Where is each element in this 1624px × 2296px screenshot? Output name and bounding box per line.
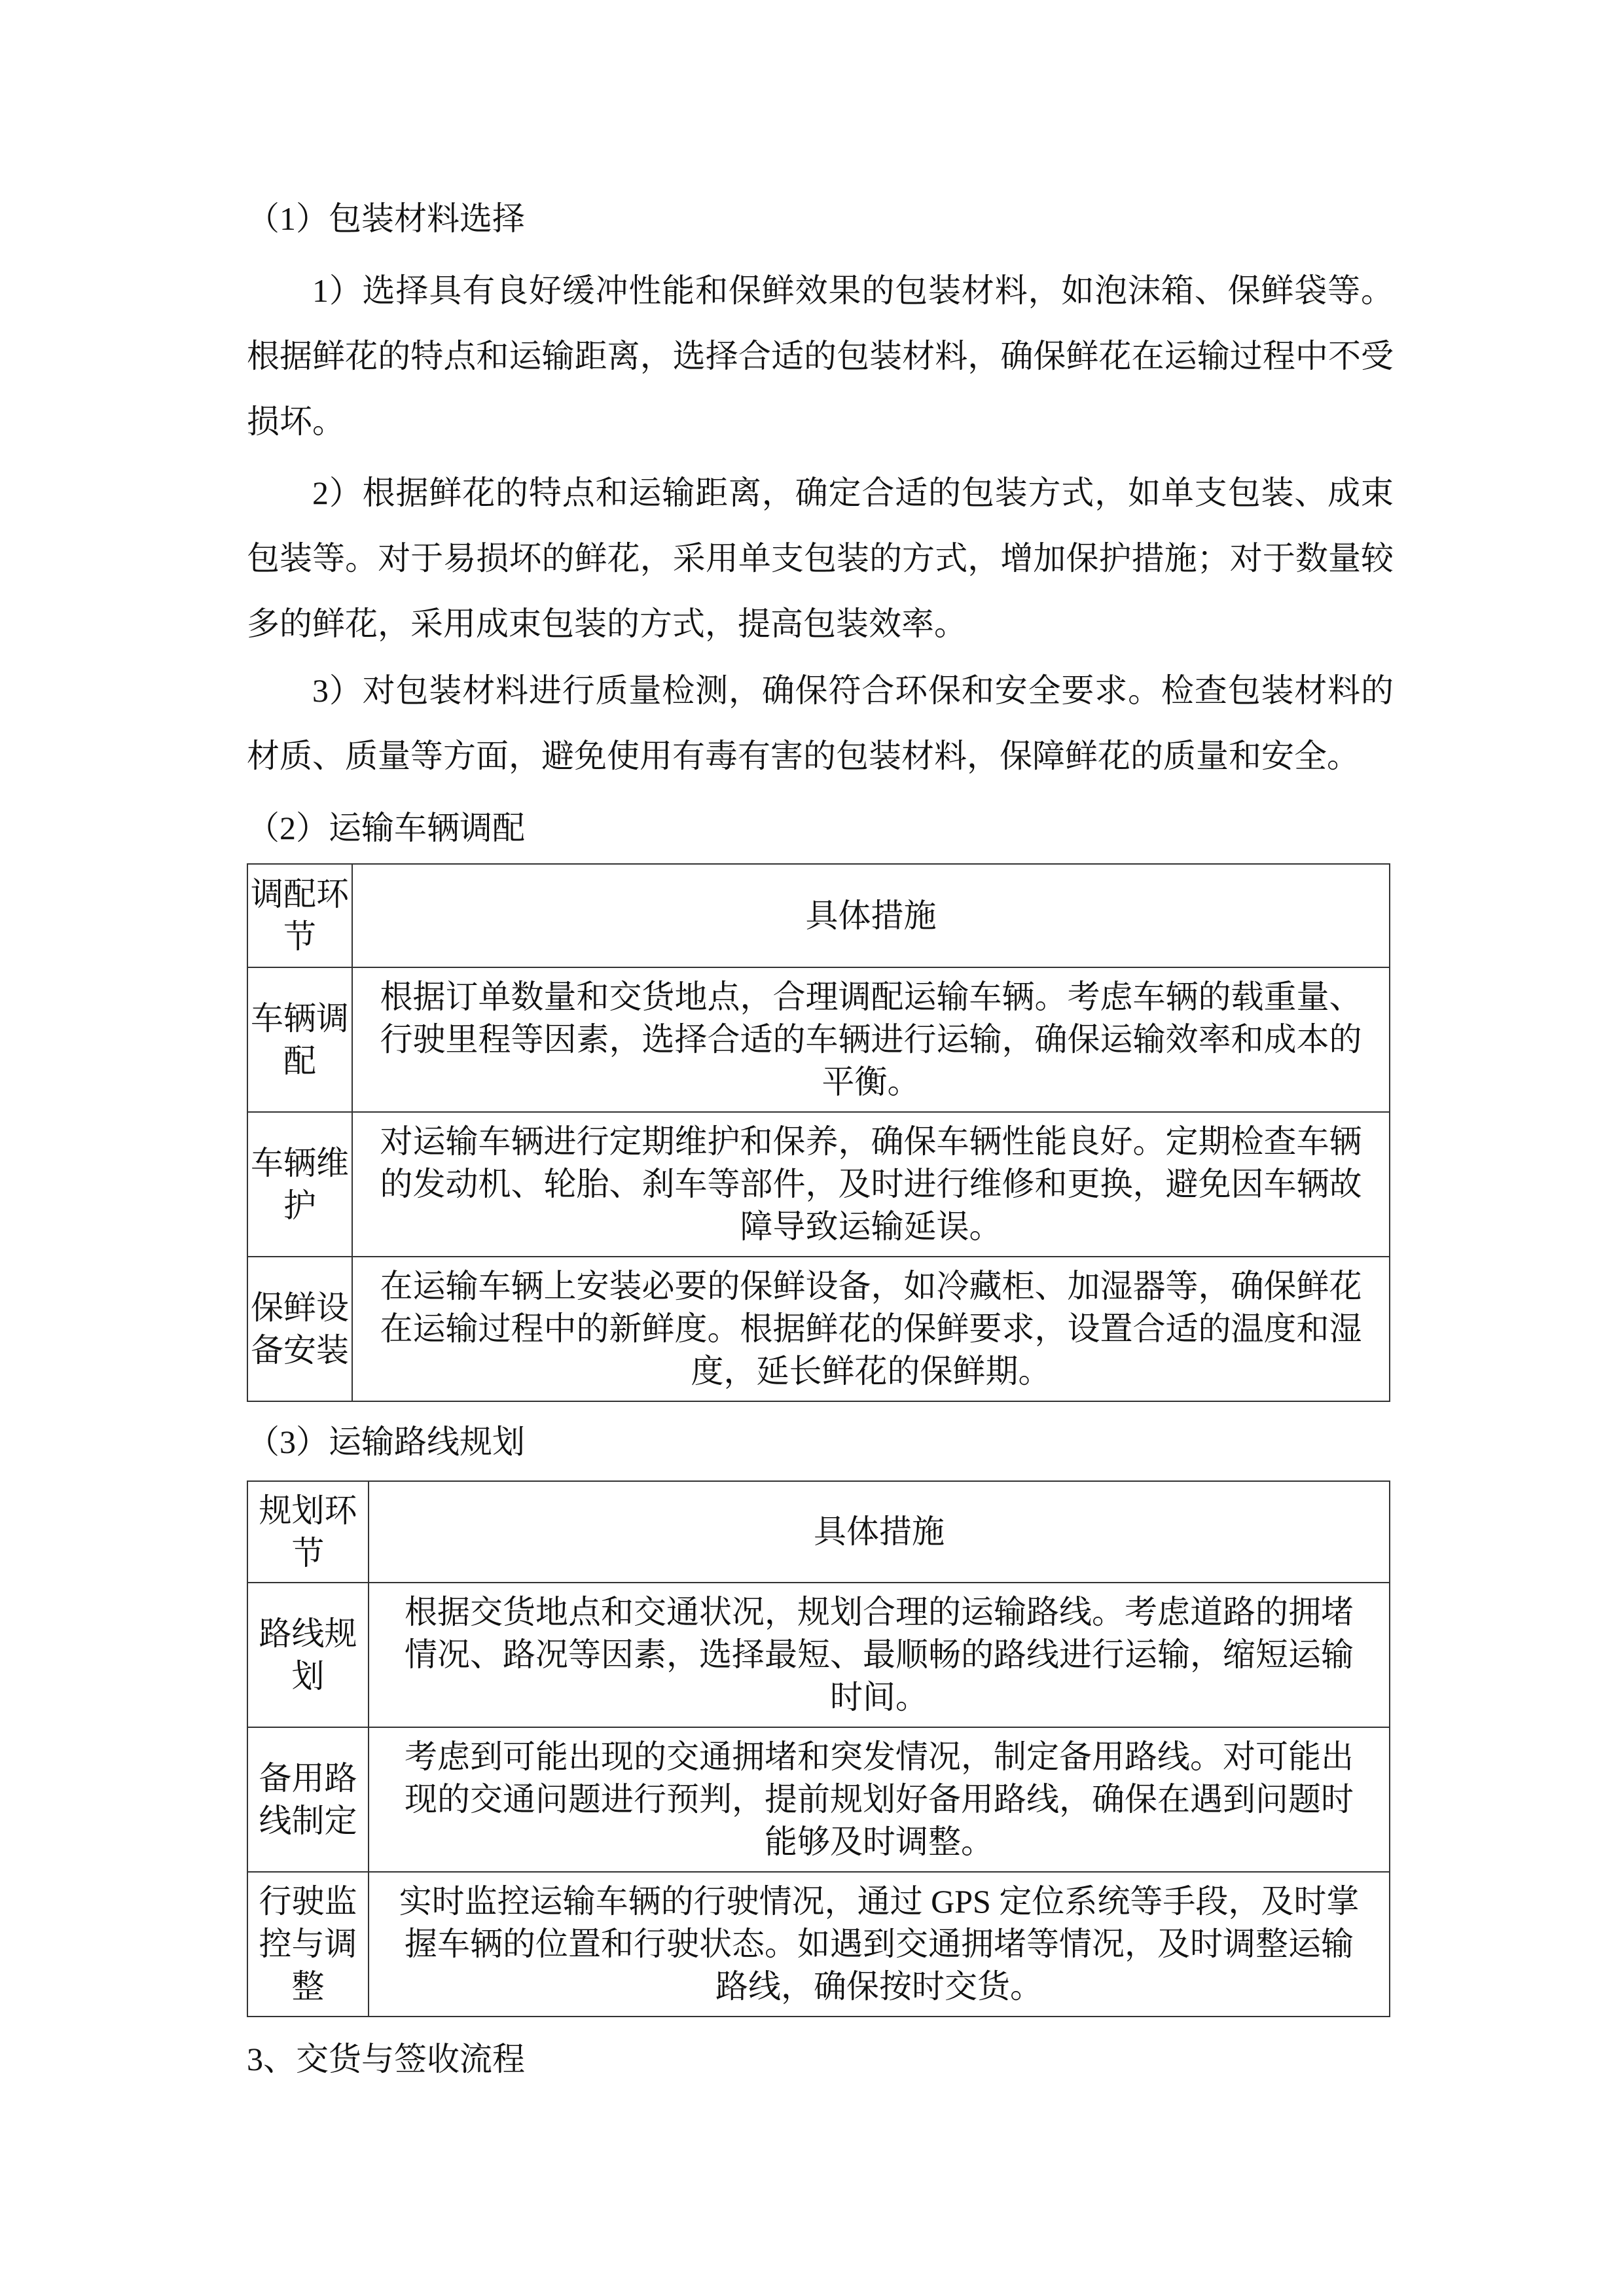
header-cell: 规划环节 bbox=[247, 1481, 369, 1583]
row-content: 考虑到可能出现的交通拥堵和突发情况，制定备用路线。对可能出现的交通问题进行预判，提前规划好备用路线，确保在遇到问题时能够及时调整。 bbox=[369, 1727, 1390, 1872]
header-cell: 调配环节 bbox=[247, 864, 352, 967]
row-label: 保鲜设备安装 bbox=[247, 1257, 352, 1401]
table-header-row bbox=[247, 864, 1390, 967]
header-cell: 具体措施 bbox=[369, 1481, 1390, 1583]
row-content: 对运输车辆进行定期维护和保养，确保车辆性能良好。定期检查车辆的发动机、轮胎、刹车等部件，及时进行维修和更换，避免因车辆故障导致运输延误。 bbox=[352, 1112, 1390, 1257]
row-label: 路线规划 bbox=[247, 1583, 369, 1727]
route-planning-table bbox=[247, 1480, 1390, 2017]
row-label: 车辆维护 bbox=[247, 1112, 352, 1257]
table-row bbox=[247, 1872, 1390, 2017]
row-label: 备用路线制定 bbox=[247, 1727, 369, 1872]
row-content: 根据订单数量和交货地点，合理调配运输车辆。考虑车辆的载重量、行驶里程等因素，选择合适的车辆进行运输，确保运输效率和成本的平衡。 bbox=[352, 967, 1390, 1112]
table-row bbox=[247, 1727, 1390, 1872]
section-heading-vehicles: （2）运输车辆调配 bbox=[247, 810, 525, 846]
paragraph-2: 2）根据鲜花的特点和运输距离，确定合适的包装方式，如单支包装、成束包装等。对于易损坏的鲜花，采用单支包装的方式，增加保护措施；对于数量较多的鲜花，采用成束包装的方式，提高包装效率。 bbox=[247, 475, 1394, 642]
row-content: 实时监控运输车辆的行驶情况，通过 GPS 定位系统等手段，及时掌握车辆的位置和行驶状态。如遇到交通拥堵等情况，及时调整运输路线，确保按时交货。 bbox=[369, 1872, 1390, 2017]
table-header-row bbox=[247, 1481, 1390, 1583]
vehicle-dispatch-table bbox=[247, 863, 1390, 1402]
table-row bbox=[247, 1257, 1390, 1401]
row-label: 行驶监控与调整 bbox=[247, 1872, 369, 2017]
paragraph-3: 3）对包装材料进行质量检测，确保符合环保和安全要求。检查包装材料的材质、质量等方面，避免使用有毒有害的包装材料，保障鲜花的质量和安全。 bbox=[247, 672, 1394, 774]
paragraph-1: 1）选择具有良好缓冲性能和保鲜效果的包装材料，如泡沫箱、保鲜袋等。根据鲜花的特点和运输距离，选择合适的包装材料，确保鲜花在运输过程中不受损坏。 bbox=[247, 272, 1394, 440]
section-heading-routes: （3）运输路线规划 bbox=[247, 1424, 525, 1460]
section-heading-delivery: 3、交货与签收流程 bbox=[247, 2041, 525, 2077]
row-content: 在运输车辆上安装必要的保鲜设备，如冷藏柜、加湿器等，确保鲜花在运输过程中的新鲜度。根据鲜花的保鲜要求，设置合适的温度和湿度，延长鲜花的保鲜期。 bbox=[352, 1257, 1390, 1401]
row-label: 车辆调配 bbox=[247, 967, 352, 1112]
section-heading-packaging: （1）包装材料选择 bbox=[247, 200, 525, 237]
row-content: 根据交货地点和交通状况，规划合理的运输路线。考虑道路的拥堵情况、路况等因素，选择最短、最顺畅的路线进行运输，缩短运输时间。 bbox=[369, 1583, 1390, 1727]
header-cell: 具体措施 bbox=[352, 864, 1390, 967]
table-row bbox=[247, 1583, 1390, 1727]
table-row bbox=[247, 1112, 1390, 1257]
table-row bbox=[247, 967, 1390, 1112]
